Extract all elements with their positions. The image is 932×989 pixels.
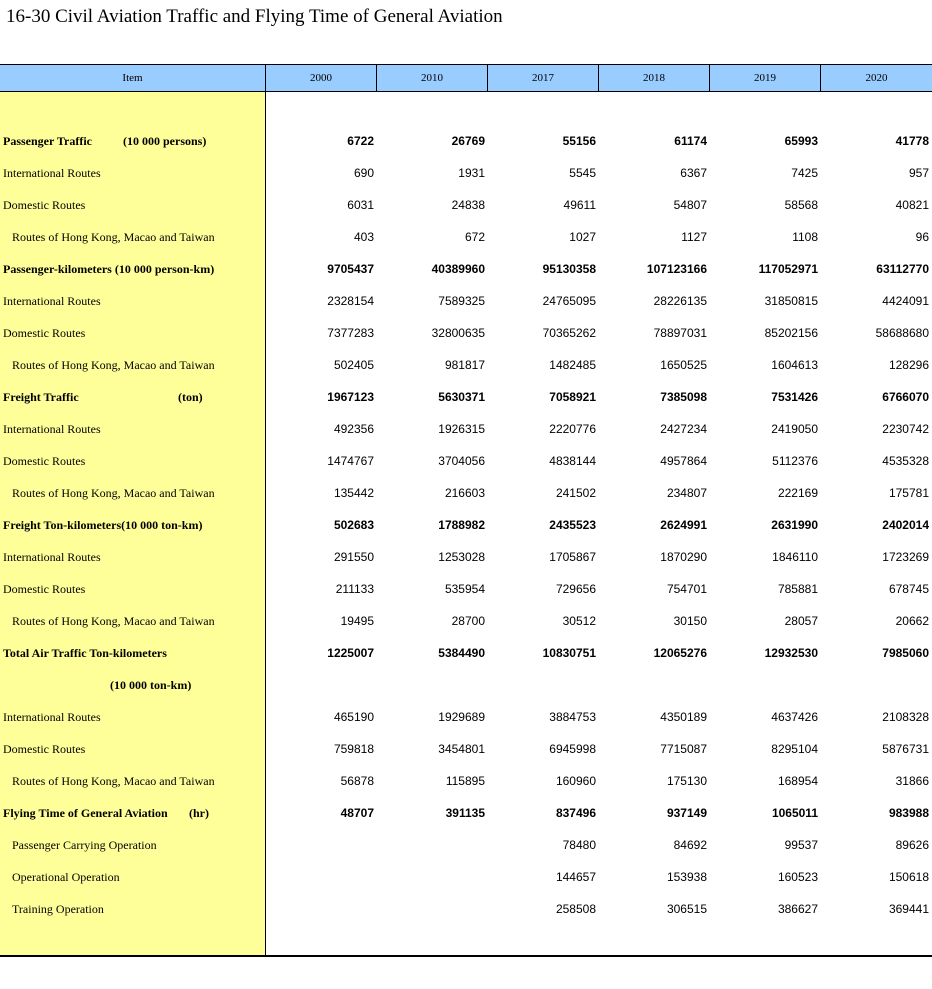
cell-2017: 258508 <box>555 902 596 916</box>
cell-2018: 107123166 <box>646 262 707 276</box>
table-row <box>0 220 932 252</box>
cell-2010: 3704056 <box>438 454 485 468</box>
row-label: Routes of Hong Kong, Macao and Taiwan <box>12 614 215 628</box>
cell-2000: 6031 <box>347 198 374 212</box>
cell-2000: 2328154 <box>327 294 374 308</box>
table-row <box>0 188 932 220</box>
cell-2017: 49611 <box>563 198 596 212</box>
cell-2018: 12065276 <box>653 646 707 660</box>
cell-2000: 211133 <box>335 582 374 596</box>
row-label: Routes of Hong Kong, Macao and Taiwan <box>12 358 215 372</box>
cell-2018: 54807 <box>673 198 707 212</box>
cell-2000: 690 <box>353 166 374 180</box>
row-label: Flying Time of General Aviation <box>3 806 168 820</box>
cell-2019: 1108 <box>792 230 818 244</box>
cell-2019: 2631990 <box>771 518 818 532</box>
table-row <box>0 700 932 732</box>
cell-2019: 65993 <box>784 134 818 148</box>
cell-2017: 144657 <box>555 870 596 884</box>
cell-2020: 40821 <box>895 198 929 212</box>
cell-2010: 1929689 <box>438 710 485 724</box>
cell-2010: 535954 <box>444 582 485 596</box>
table-row <box>0 284 932 316</box>
row-unit: (ton) <box>178 390 203 404</box>
row-label: Domestic Routes <box>3 454 86 468</box>
cell-2010: 1931 <box>458 166 485 180</box>
cell-2019: 85202156 <box>764 326 818 340</box>
cell-2018: 84692 <box>673 838 707 852</box>
cell-2017: 241502 <box>555 486 596 500</box>
table-body <box>0 124 932 924</box>
cell-2019: 12932530 <box>764 646 818 660</box>
cell-2017: 7058921 <box>549 390 596 404</box>
cell-2010: 40389960 <box>431 262 485 276</box>
row-label: Training Operation <box>12 902 104 916</box>
table-row <box>0 540 932 572</box>
cell-2018: 7715087 <box>660 742 707 756</box>
table-row <box>0 668 932 700</box>
cell-2020: 369441 <box>888 902 929 916</box>
cell-2017: 2220776 <box>549 422 596 436</box>
cell-2020: 983988 <box>888 806 929 820</box>
cell-2017: 1027 <box>569 230 596 244</box>
table-row <box>0 764 932 796</box>
cell-2018: 1127 <box>681 230 707 244</box>
cell-2017: 1482485 <box>549 358 596 372</box>
cell-2018: 1870290 <box>660 550 707 564</box>
cell-2018: 1650525 <box>660 358 707 372</box>
row-unit: (hr) <box>189 806 209 820</box>
cell-2010: 7589325 <box>438 294 485 308</box>
cell-2017: 55156 <box>562 134 596 148</box>
cell-2020: 2108328 <box>882 710 929 724</box>
table-row <box>0 636 932 668</box>
cell-2018: 937149 <box>666 806 707 820</box>
cell-2000: 56878 <box>340 774 374 788</box>
table-header <box>0 64 932 92</box>
cell-2000: 502405 <box>333 358 374 372</box>
cell-2019: 5112376 <box>772 454 818 468</box>
cell-2018: 175130 <box>666 774 707 788</box>
row-label: Passenger Carrying Operation <box>12 838 157 852</box>
header-year-2020: 2020 <box>865 72 888 84</box>
cell-2018: 2427234 <box>660 422 707 436</box>
cell-2020: 150618 <box>888 870 929 884</box>
cell-2018: 7385098 <box>660 390 707 404</box>
cell-2018: 4957864 <box>660 454 707 468</box>
row-label: Total Air Traffic Ton-kilometers <box>3 646 167 660</box>
row-label: Routes of Hong Kong, Macao and Taiwan <box>12 486 215 500</box>
cell-2018: 30150 <box>673 614 707 628</box>
header-year-2010: 2010 <box>377 65 488 91</box>
row-label: Freight Traffic <box>3 390 79 404</box>
cell-2017: 70365262 <box>542 326 596 340</box>
cell-2000: 19495 <box>340 614 374 628</box>
table-row <box>0 412 932 444</box>
row-label: International Routes <box>3 166 101 180</box>
cell-2017: 3884753 <box>549 710 596 724</box>
cell-2017: 30512 <box>562 614 596 628</box>
cell-2020: 2230742 <box>882 422 929 436</box>
table-row <box>0 156 932 188</box>
table-row <box>0 732 932 764</box>
cell-2020: 1723269 <box>882 550 929 564</box>
cell-2010: 391135 <box>445 806 485 820</box>
row-label: Routes of Hong Kong, Macao and Taiwan <box>12 230 215 244</box>
table-row <box>0 444 932 476</box>
cell-2000: 9705437 <box>327 262 374 276</box>
cell-2010: 1926315 <box>438 422 485 436</box>
cell-2019: 31850815 <box>764 294 818 308</box>
row-label: Domestic Routes <box>3 326 86 340</box>
row-label: Routes of Hong Kong, Macao and Taiwan <box>12 774 215 788</box>
cell-2010: 5384490 <box>438 646 485 660</box>
cell-2019: 168954 <box>777 774 818 788</box>
table-row <box>0 508 932 540</box>
cell-2018: 153938 <box>666 870 707 884</box>
cell-2010: 216603 <box>444 486 485 500</box>
cell-2019: 117052971 <box>758 262 818 276</box>
cell-2000: 48707 <box>340 806 374 820</box>
row-label: International Routes <box>3 422 101 436</box>
cell-2019: 99537 <box>784 838 818 852</box>
cell-2019: 1846110 <box>772 550 818 564</box>
row-label: Domestic Routes <box>3 198 86 212</box>
cell-2017: 10830751 <box>542 646 596 660</box>
cell-2020: 41778 <box>895 134 929 148</box>
cell-2000: 6722 <box>347 134 374 148</box>
cell-2000: 1474767 <box>327 454 374 468</box>
cell-2018: 4350189 <box>660 710 707 724</box>
cell-2018: 28226135 <box>653 294 707 308</box>
cell-2019: 4637426 <box>771 710 818 724</box>
table-row <box>0 124 932 156</box>
cell-2018: 234807 <box>666 486 707 500</box>
table-row <box>0 604 932 636</box>
table-bottom-rule <box>0 955 932 957</box>
cell-2017: 2435523 <box>549 518 596 532</box>
cell-2017: 837496 <box>555 806 596 820</box>
cell-2020: 63112770 <box>876 262 929 276</box>
cell-2020: 31866 <box>895 774 929 788</box>
cell-2020: 2402014 <box>882 518 929 532</box>
row-label: Domestic Routes <box>3 582 86 596</box>
cell-2020: 89626 <box>895 838 929 852</box>
header-year-2019: 2019 <box>710 65 821 91</box>
cell-2019: 160523 <box>777 870 818 884</box>
cell-2020: 20662 <box>895 614 929 628</box>
cell-2019: 28057 <box>784 614 818 628</box>
cell-2000: 465190 <box>333 710 374 724</box>
cell-2020: 175781 <box>888 486 929 500</box>
cell-2000: 403 <box>353 230 374 244</box>
row-label: International Routes <box>3 550 101 564</box>
cell-2017: 6945998 <box>549 742 596 756</box>
row-label: Passenger-kilometers (10 000 person-km) <box>3 262 215 276</box>
header-year-2000: 2000 <box>266 65 377 91</box>
cell-2019: 7531426 <box>771 390 818 404</box>
cell-2019: 58568 <box>784 198 818 212</box>
cell-2019: 1065011 <box>771 806 818 820</box>
table-row <box>0 828 932 860</box>
cell-2020: 5876731 <box>882 742 929 756</box>
table-row <box>0 572 932 604</box>
cell-2020: 6766070 <box>882 390 929 404</box>
table-row <box>0 348 932 380</box>
cell-2010: 5630371 <box>438 390 485 404</box>
row-label: Domestic Routes <box>3 742 86 756</box>
cell-2019: 785881 <box>777 582 818 596</box>
cell-2017: 729656 <box>555 582 596 596</box>
row-unit: (10 000 persons) <box>123 134 207 148</box>
cell-2020: 4535328 <box>882 454 929 468</box>
row-label: Freight Ton-kilometers(10 000 ton-km) <box>3 518 203 532</box>
cell-2000: 135442 <box>333 486 374 500</box>
cell-2010: 28700 <box>451 614 485 628</box>
cell-2017: 78480 <box>562 838 596 852</box>
cell-2018: 61174 <box>674 134 707 148</box>
cell-2010: 24838 <box>451 198 485 212</box>
row-unit: (10 000 ton-km) <box>110 678 192 692</box>
header-year-2018: 2018 <box>599 65 710 91</box>
cell-2010: 3454801 <box>438 742 485 756</box>
cell-2010: 1788982 <box>438 518 485 532</box>
cell-2017: 4838144 <box>549 454 596 468</box>
row-label: Operational Operation <box>12 870 120 884</box>
cell-2000: 1225007 <box>327 646 374 660</box>
cell-2019: 222169 <box>777 486 818 500</box>
cell-2017: 1705867 <box>549 550 596 564</box>
cell-2020: 128296 <box>888 358 929 372</box>
header-item: Item <box>0 65 266 91</box>
cell-2017: 95130358 <box>542 262 596 276</box>
cell-2019: 2419050 <box>771 422 818 436</box>
cell-2010: 26769 <box>451 134 485 148</box>
table-row <box>0 316 932 348</box>
cell-2010: 115895 <box>445 774 485 788</box>
cell-2018: 6367 <box>680 166 707 180</box>
cell-2020: 4424091 <box>882 294 929 308</box>
cell-2018: 754701 <box>666 582 707 596</box>
cell-2020: 96 <box>915 230 929 244</box>
cell-2000: 291550 <box>333 550 374 564</box>
table-row <box>0 380 932 412</box>
table-row <box>0 252 932 284</box>
table-row <box>0 476 932 508</box>
cell-2010: 672 <box>464 230 485 244</box>
cell-2000: 7377283 <box>327 326 374 340</box>
cell-2010: 1253028 <box>438 550 485 564</box>
cell-2000: 1967123 <box>327 390 374 404</box>
cell-2018: 306515 <box>666 902 707 916</box>
cell-2020: 678745 <box>888 582 929 596</box>
page-title: 16-30 Civil Aviation Traffic and Flying Time of General Aviation <box>6 6 503 27</box>
row-label: Passenger Traffic <box>3 134 92 148</box>
cell-2020: 957 <box>908 166 929 180</box>
table-row <box>0 892 932 924</box>
cell-2017: 5545 <box>569 166 596 180</box>
row-label: International Routes <box>3 294 101 308</box>
cell-2019: 1604613 <box>771 358 818 372</box>
row-label: International Routes <box>3 710 101 724</box>
table-row <box>0 796 932 828</box>
cell-2017: 24765095 <box>542 294 596 308</box>
cell-2017: 160960 <box>555 774 596 788</box>
cell-2010: 981817 <box>444 358 485 372</box>
cell-2000: 492356 <box>333 422 374 436</box>
cell-2018: 78897031 <box>653 326 707 340</box>
cell-2019: 386627 <box>777 902 818 916</box>
cell-2000: 759818 <box>333 742 374 756</box>
cell-2020: 7985060 <box>882 646 929 660</box>
table-row <box>0 860 932 892</box>
cell-2000: 502683 <box>333 518 374 532</box>
cell-2019: 8295104 <box>771 742 818 756</box>
header-year-2017: 2017 <box>488 65 599 91</box>
cell-2018: 2624991 <box>660 518 707 532</box>
cell-2020: 58688680 <box>875 326 929 340</box>
cell-2010: 32800635 <box>431 326 485 340</box>
cell-2019: 7425 <box>791 166 818 180</box>
